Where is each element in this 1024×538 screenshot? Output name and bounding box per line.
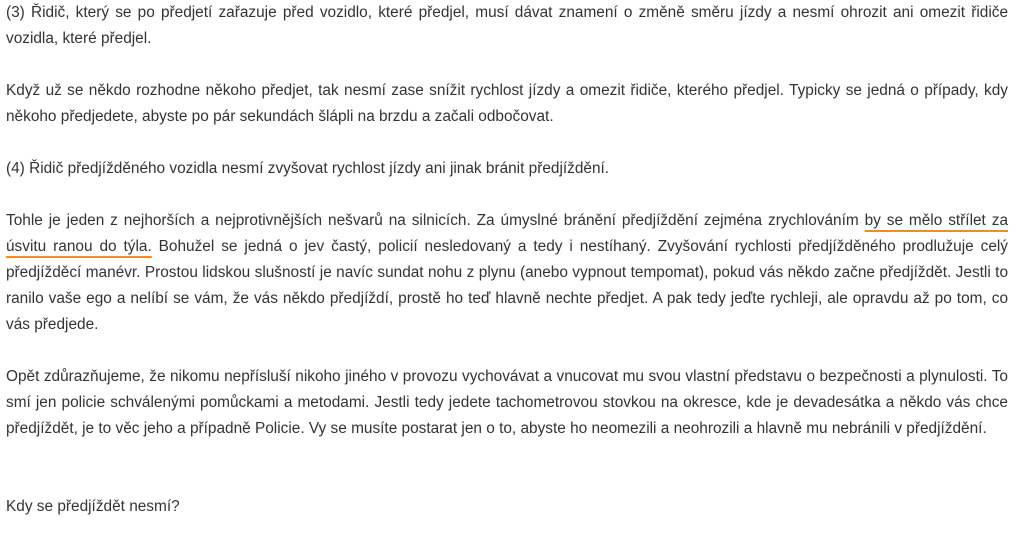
paragraph-emphasis: Opět zdůrazňujeme, že nikomu nepřísluší nikoho jiného v provozu vychovávat a vnucovat mu svou vlastní představu o bezpečnosti a plynulosti. To smí jen policie schválenými pomůckami a metodami. Jestli tedy jedete tachometrovou stovkou na okresce, kde je devadesátka a někdo vás chce předjíždět, je to věc jeho a případně Policie. Vy se musíte postarat jen o to, abyste ho neomezili a neohrozili a hlavně mu nebránili v předjíždění.	[6, 368, 1008, 437]
commentary-text-after: Bohužel se jedná o jev častý, policií nesledovaný a tedy i nestíhaný. Zvyšování rychlosti předjížděného prodlužuje celý předjížděcí manévr. Prostou lidskou slušností je navíc sundat nohu z plynu (anebo vypnout tempomat), pokud vás někdo začne předjíždět. Jestli to ranilo vaše ego a nelíbí se vám, že vás někdo předjíždí, prostě ho teď hlavně nechte předjet. A pak tedy jeďte rychleji, ale opravdu až po tom, co vás předjede.	[6, 238, 1008, 333]
highlighted-phrase: by se mělo střílet za úsvitu ranou do týla.	[6, 212, 1008, 255]
paragraph-rule-4: (4) Řidič předjížděného vozidla nesmí zvyšovat rychlost jízdy ani jinak bránit předjíždění.	[6, 160, 610, 177]
paragraph-commentary-3: Když už se někdo rozhodne někoho předjet, tak nesmí zase snížit rychlost jízdy a omezit řidiče, kterého předjel. Typicky se jedná o případy, kdy někoho předjedete, abyste po pár sekundách šlápli na brzdu a začali odbočovat.	[6, 82, 1008, 125]
paragraph-commentary-4	[6, 208, 1008, 338]
section-question: Kdy se předjíždět nesmí?	[6, 498, 180, 515]
commentary-text-before: Tohle je jeden z nejhorších a nejprotivnějších nešvarů na silnicích. Za úmyslné bránění předjíždění zejména zrychlováním	[6, 212, 865, 229]
paragraph-rule-3: (3) Řidič, který se po předjetí zařazuje před vozidlo, které předjel, musí dávat znamení o změně směru jízdy a nesmí ohrozit ani omezit řidiče vozidla, které předjel.	[6, 4, 1008, 47]
